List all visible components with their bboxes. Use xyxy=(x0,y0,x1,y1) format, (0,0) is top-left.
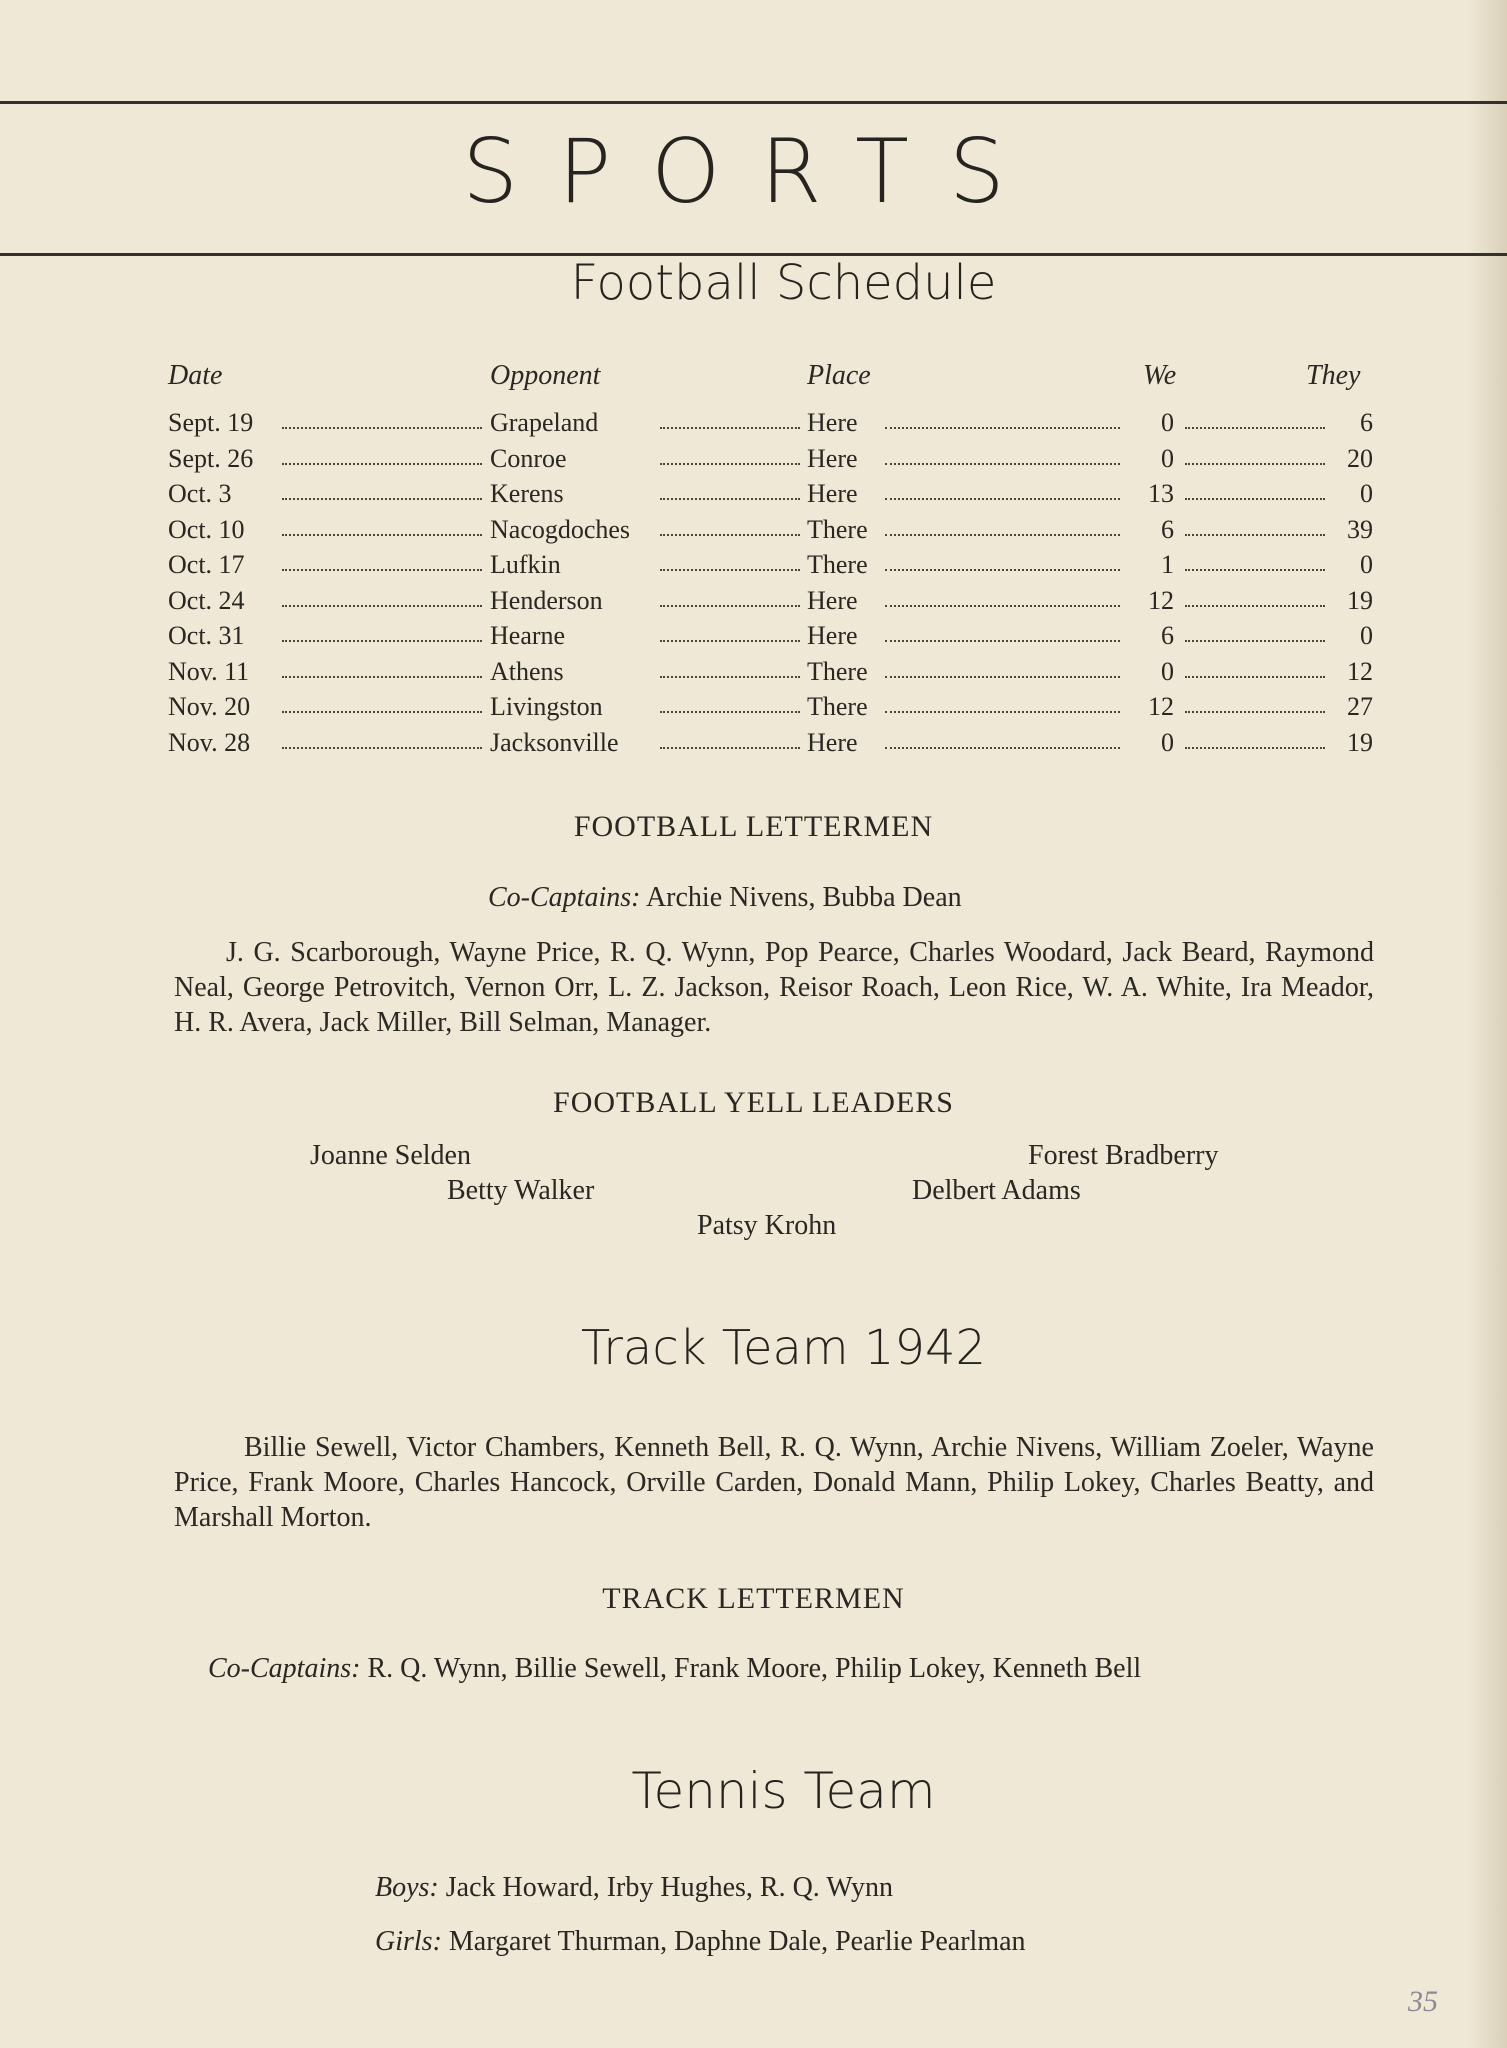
game-place: Here xyxy=(807,443,858,473)
game-they-score: 0 xyxy=(1360,479,1373,508)
top-rule xyxy=(0,101,1507,104)
tennis-team-heading: Tennis Team xyxy=(631,1762,936,1820)
leader-dots xyxy=(885,463,1120,465)
boys-label: Boys: xyxy=(375,1872,439,1903)
game-date: Nov. 20 xyxy=(168,692,251,721)
game-they-score: 39 xyxy=(1347,514,1373,544)
leader-dots xyxy=(660,427,800,429)
game-date: Nov. 28 xyxy=(168,727,251,757)
schedule-row xyxy=(0,479,1507,513)
schedule-row xyxy=(0,621,1507,655)
leader-dots xyxy=(885,498,1120,500)
game-date: Nov. 11 xyxy=(168,656,250,686)
leader-dots xyxy=(1185,711,1325,713)
game-place: Here xyxy=(807,479,858,508)
column-header-date: Date xyxy=(168,360,223,391)
game-opponent: Livingston xyxy=(490,692,603,721)
leader-dots xyxy=(1185,747,1325,749)
leader-dots xyxy=(282,640,482,642)
game-we-score: 6 xyxy=(1161,621,1174,650)
leader-dots xyxy=(660,605,800,607)
football-co-captains-line xyxy=(488,882,962,914)
leader-dots xyxy=(1185,605,1325,607)
game-date: Oct. 31 xyxy=(168,621,245,650)
leader-dots xyxy=(282,427,482,429)
leader-dots xyxy=(1185,427,1325,429)
co-captains-label: Co-Captains: xyxy=(488,882,641,913)
game-they-score: 20 xyxy=(1347,443,1373,473)
leader-dots xyxy=(660,747,800,749)
leader-dots xyxy=(282,534,482,536)
game-date: Sept. 26 xyxy=(168,443,254,473)
tennis-girls-line xyxy=(375,1926,1026,1958)
track-co-captains-line xyxy=(208,1653,1141,1685)
game-place: There xyxy=(807,656,868,686)
leader-dots xyxy=(282,747,482,749)
game-we-score: 0 xyxy=(1161,408,1174,437)
game-place: Here xyxy=(807,408,858,437)
leader-dots xyxy=(282,605,482,607)
game-we-score: 6 xyxy=(1161,514,1174,544)
leader-dots xyxy=(1185,498,1325,500)
leader-dots xyxy=(885,747,1120,749)
leader-dots xyxy=(885,640,1120,642)
yell-leader-name: Patsy Krohn xyxy=(697,1210,837,1241)
leader-dots xyxy=(660,676,800,678)
leader-dots xyxy=(282,711,482,713)
leader-dots xyxy=(885,676,1120,678)
leader-dots xyxy=(660,640,800,642)
leader-dots xyxy=(885,711,1120,713)
game-opponent: Kerens xyxy=(490,479,564,508)
track-team-list xyxy=(174,1430,1374,1535)
schedule-row xyxy=(0,692,1507,726)
game-opponent: Nacogdoches xyxy=(490,514,631,544)
game-place: There xyxy=(807,692,868,721)
schedule-row xyxy=(0,515,1507,549)
leader-dots xyxy=(660,463,800,465)
page-number: 35 xyxy=(1408,1985,1438,2018)
game-we-score: 1 xyxy=(1161,550,1174,579)
game-opponent: Henderson xyxy=(490,585,603,615)
game-date: Oct. 3 xyxy=(168,479,232,508)
leader-dots xyxy=(660,711,800,713)
leader-dots xyxy=(282,463,482,465)
page-title: SPORTS xyxy=(462,120,1045,223)
game-opponent: Lufkin xyxy=(490,550,561,579)
track-team-names: Billie Sewell, Victor Chambers, Kenneth Bell, R. Q. Wynn, Archie Nivens, William Zoeler, Wayne Price, Frank Moore, Charles Hancock, Orville Carden, Donald Mann, Philip Lokey, Charles Beatty, and Marshall Morton. xyxy=(174,1432,1374,1533)
game-they-score: 19 xyxy=(1347,727,1373,757)
game-opponent: Hearne xyxy=(490,621,566,650)
column-header-opponent: Opponent xyxy=(490,360,601,391)
schedule-row xyxy=(0,444,1507,478)
leader-dots xyxy=(1185,640,1325,642)
game-place: Here xyxy=(807,585,858,615)
schedule-row xyxy=(0,657,1507,691)
tennis-girls: Margaret Thurman, Daphne Dale, Pearlie Pearlman xyxy=(448,1926,1026,1957)
column-header-they: They xyxy=(1306,360,1361,391)
game-we-score: 13 xyxy=(1148,479,1174,508)
game-we-score: 0 xyxy=(1161,443,1174,473)
leader-dots xyxy=(885,605,1120,607)
game-date: Oct. 24 xyxy=(168,585,245,615)
leader-dots xyxy=(1185,463,1325,465)
football-co-captains: Archie Nivens, Bubba Dean xyxy=(645,882,962,913)
track-co-captains: R. Q. Wynn, Billie Sewell, Frank Moore, Philip Lokey, Kenneth Bell xyxy=(367,1653,1142,1684)
leader-dots xyxy=(1185,569,1325,571)
game-they-score: 19 xyxy=(1347,585,1373,615)
yell-leaders-heading: FOOTBALL YELL LEADERS xyxy=(553,1086,954,1119)
schedule-row xyxy=(0,550,1507,584)
game-we-score: 12 xyxy=(1148,692,1174,721)
leader-dots xyxy=(282,676,482,678)
yell-leader-name: Betty Walker xyxy=(447,1175,595,1206)
yell-leader-name: Forest Bradberry xyxy=(1028,1140,1219,1171)
leader-dots xyxy=(660,569,800,571)
leader-dots xyxy=(1185,676,1325,678)
leader-dots xyxy=(660,498,800,500)
leader-dots xyxy=(282,569,482,571)
game-we-score: 0 xyxy=(1161,656,1174,686)
game-place: Here xyxy=(807,727,858,757)
game-opponent: Jacksonville xyxy=(490,727,619,757)
leader-dots xyxy=(282,498,482,500)
football-schedule-heading: Football Schedule xyxy=(570,255,997,311)
game-they-score: 0 xyxy=(1360,550,1373,579)
game-date: Sept. 19 xyxy=(168,408,254,437)
column-header-we: We xyxy=(1143,360,1177,391)
game-we-score: 12 xyxy=(1148,585,1174,615)
game-date: Oct. 10 xyxy=(168,514,245,544)
co-captains-label: Co-Captains: xyxy=(208,1653,361,1684)
football-lettermen-names: J. G. Scarborough, Wayne Price, R. Q. Wynn, Pop Pearce, Charles Woodard, Jack Beard, Raymond Neal, George Petrovitch, Vernon Orr, L. Z. Jackson, Reisor Roach, Leon Rice, W. A. White, Ira Meador, H. R. Avera, Jack Miller, Bill Selman, Manager. xyxy=(174,937,1374,1038)
leader-dots xyxy=(885,534,1120,536)
game-place: There xyxy=(807,550,868,579)
girls-label: Girls: xyxy=(375,1926,442,1957)
schedule-row xyxy=(0,586,1507,620)
game-we-score: 0 xyxy=(1161,727,1174,757)
schedule-row xyxy=(0,728,1507,762)
game-place: There xyxy=(807,514,868,544)
tennis-boys: Jack Howard, Irby Hughes, R. Q. Wynn xyxy=(445,1872,894,1903)
game-date: Oct. 17 xyxy=(168,550,245,579)
game-opponent: Grapeland xyxy=(490,408,599,437)
game-opponent: Conroe xyxy=(490,443,567,473)
game-opponent: Athens xyxy=(490,656,564,686)
tennis-boys-line xyxy=(375,1872,893,1904)
football-lettermen-list xyxy=(174,935,1374,1040)
game-they-score: 6 xyxy=(1360,408,1373,437)
game-they-score: 0 xyxy=(1360,621,1373,650)
game-they-score: 12 xyxy=(1347,656,1373,686)
schedule-row xyxy=(0,408,1507,442)
football-lettermen-heading: FOOTBALL LETTERMEN xyxy=(573,810,934,843)
yell-leader-name: Joanne Selden xyxy=(310,1140,471,1171)
track-lettermen-heading: TRACK LETTERMEN xyxy=(602,1582,905,1615)
yell-leader-name: Delbert Adams xyxy=(912,1175,1081,1206)
leader-dots xyxy=(885,569,1120,571)
game-place: Here xyxy=(807,621,858,650)
leader-dots xyxy=(1185,534,1325,536)
leader-dots xyxy=(660,534,800,536)
game-they-score: 27 xyxy=(1347,692,1373,721)
track-team-heading: Track Team 1942 xyxy=(580,1320,987,1376)
column-header-place: Place xyxy=(807,360,871,391)
leader-dots xyxy=(885,427,1120,429)
